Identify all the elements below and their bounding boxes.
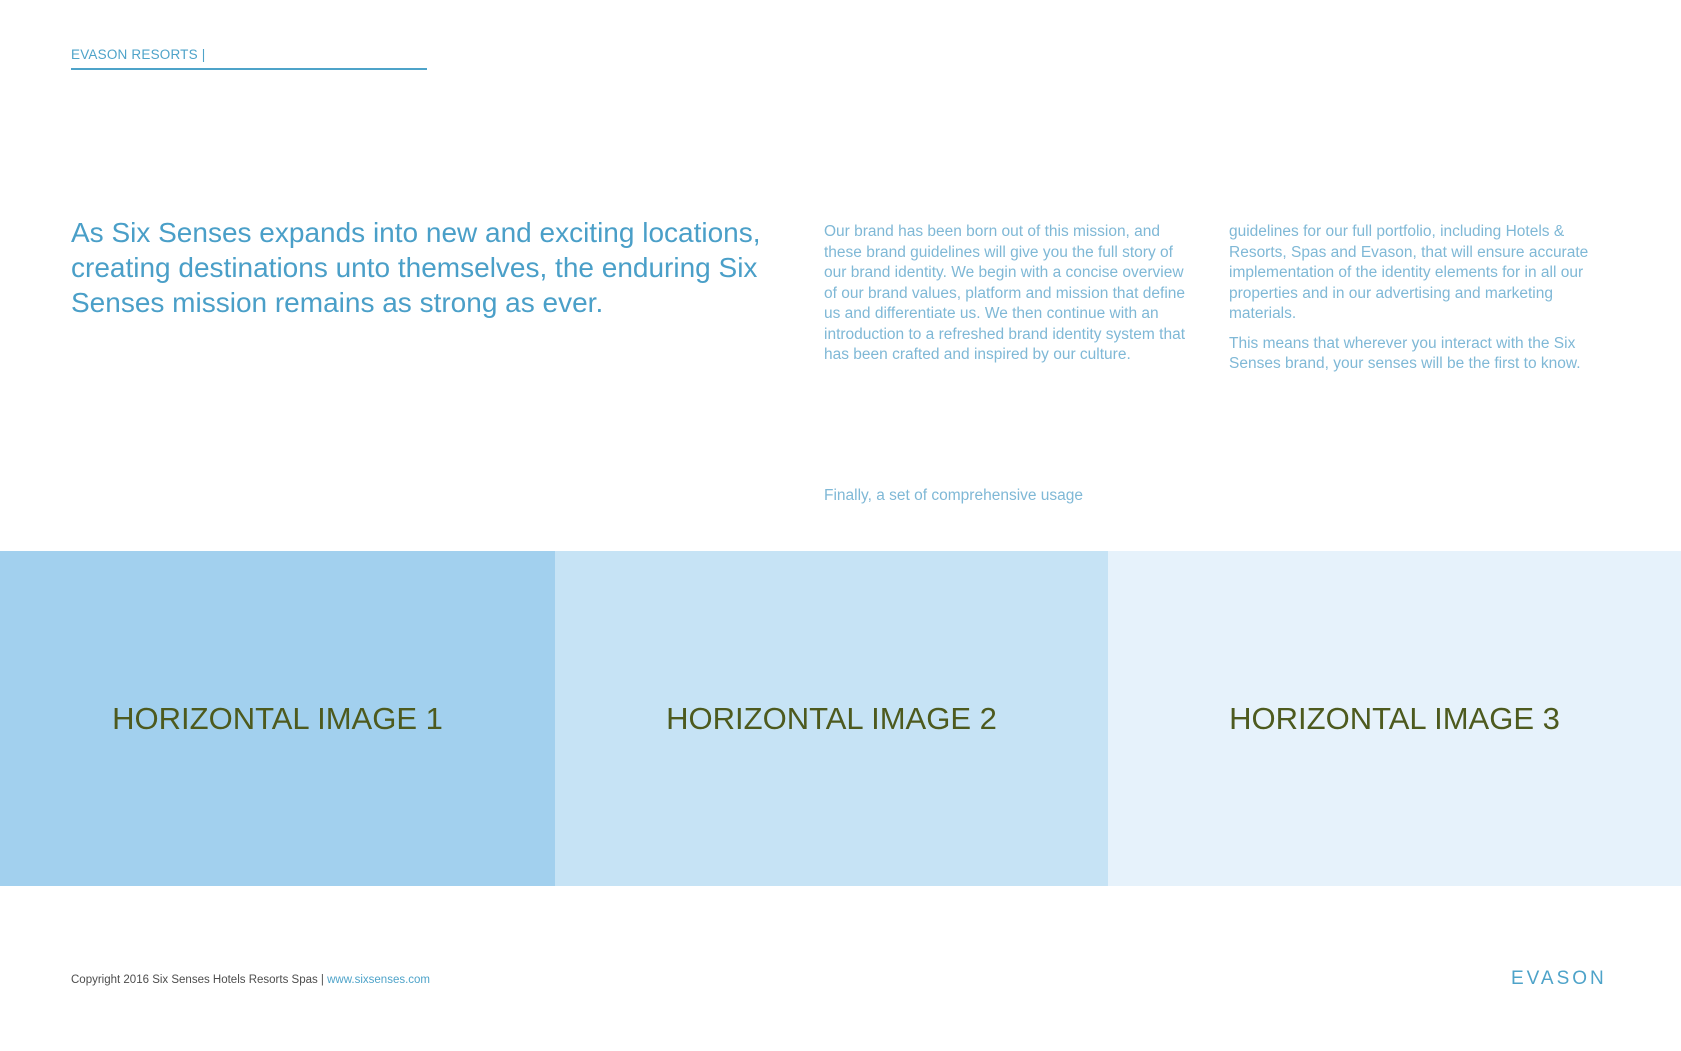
body-paragraph: Our brand has been born out of this mission, and these brand guidelines will give you the full story of our brand identity. We begin with a concise overview of our brand values, platform and mission that define us and differentiate us. We then continue with an introduction to a refreshed brand identity system that has been crafted and inspired by our culture. [824, 223, 1186, 363]
image-placeholder-label: HORIZONTAL IMAGE 3 [1229, 700, 1560, 736]
image-placeholder-label: HORIZONTAL IMAGE 1 [112, 700, 443, 736]
page-headline: As Six Senses expands into new and exciting locations, creating destinations unto themselves, the enduring Six Senses mission remains as strong as ever. [71, 217, 761, 318]
evason-logo: EVASON [1511, 968, 1607, 989]
body-column-2 [1229, 222, 1599, 375]
body-paragraph: This means that wherever you interact with the Six Senses brand, your senses will be the first to know. [1229, 334, 1581, 372]
image-placeholder-3 [1108, 551, 1681, 886]
body-paragraph: guidelines for our full portfolio, including Hotels & Resorts, Spas and Evason, that will ensure accurate implementation of the identity elements for in all our properties and in our advertising and marketing materials. [1229, 223, 1589, 322]
image-placeholder-label: HORIZONTAL IMAGE 2 [666, 700, 997, 736]
header-section-label [71, 47, 427, 70]
copyright-text: Copyright 2016 Six Senses Hotels Resorts Spas | [71, 974, 328, 986]
body-paragraph: Finally, a set of comprehensive usage [824, 487, 1084, 504]
body-column-1 [824, 222, 1194, 366]
image-placeholder-1 [0, 551, 555, 886]
body-column-1-continued [824, 486, 1194, 507]
website-link[interactable]: www.sixsenses.com [327, 974, 431, 986]
header-label: EVASON RESORTS | [71, 47, 206, 62]
footer-copyright [71, 974, 430, 986]
image-placeholder-2 [555, 551, 1108, 886]
